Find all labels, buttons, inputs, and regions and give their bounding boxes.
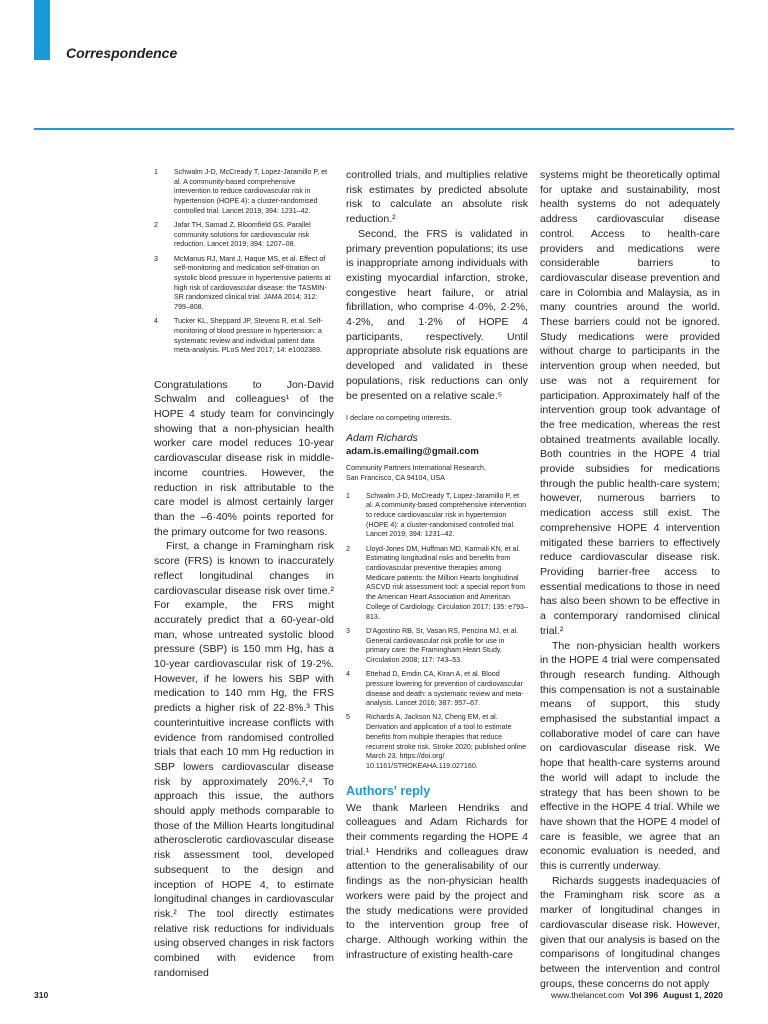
journal-footer	[551, 990, 723, 1000]
reference-item	[346, 545, 528, 623]
reference-number: 4	[154, 317, 158, 326]
reference-text: Ettehad D, Emdin CA, Kiran A, et al. Blood pressure lowering for prevention of cardiovascular disease and death: a systematic review and meta-analysis. Lancet 2016; 387: 957–67.	[366, 670, 524, 708]
reference-text: McManus RJ, Mant J, Haque MS, et al. Effect of self-monitoring and medication self-titration on systolic blood pressure in hypertensive patients at high risk of cardiovascular disease: the TASMIN-SR randomized clinical trial. JAMA 2014; 312: 799–808.	[174, 254, 331, 312]
reply-paragraph: Richards suggests inadequacies of the Framingham risk score as a marker of longitudinal changes in cardiovascular disease risk. However, given that our analysis is based on the comparisons of longitudinal changes between the intervention and control groups, these concerns do not apply	[540, 874, 720, 990]
letter-paragraph: Second, the FRS is validated in primary prevention populations; its use is inappropriate among individuals with existing myocardial infarction, stroke, congestive heart failure, or atrial fibrillation, who comprise 4·0%, 2·2%, 4·2%, and 1·2% of HOPE 4 participants, respectively. Until appropriate absolute risk equations are developed and validated in these populations, risk reductions can only be presented on a relative scale.⁵	[346, 227, 528, 402]
reference-number: 4	[346, 670, 350, 679]
reference-number: 1	[154, 168, 158, 176]
reference-list-1	[154, 168, 334, 356]
header-rule	[34, 128, 734, 130]
reference-number: 5	[346, 713, 350, 722]
reference-item	[346, 713, 528, 771]
reference-number: 3	[154, 254, 158, 263]
reference-number: 2	[346, 544, 350, 553]
reference-number: 3	[346, 626, 350, 635]
author-name: Adam Richards	[346, 432, 418, 445]
reference-item	[154, 168, 334, 217]
reference-number: 2	[154, 221, 158, 230]
reference-text: Tucker KL, Sheppard JP, Stevens R, et al. Self-monitoring of blood pressure in hypertension: a systematic review and individual patient data meta-analysis. PLoS Med 2017; 14: e1002389.	[174, 317, 323, 355]
reference-text: Schwalm J-D, McCready T, Lopez-Jaramillo P, et al. A community-based comprehensive intervention to reduce cardiovascular risk in hypertension (HOPE 4): a cluster-randomised controlled trial. Lancet 2019; 394: 1231–42.	[366, 491, 527, 539]
letter-paragraph: First, a change in Framingham risk score (FRS) is known to inaccurately reflect longitudinal changes in cardiovascular disease risk over time.² For example, the FRS might accurately predict that a 60-year-old man, whose untreated systolic blood pressure (SBP) is 150 mm Hg, has a 10-year cardiovascular risk of 19·2%. However, if he lowers his SBP with medication to 140 mm Hg, the FRS predicts a higher risk of 22·8%.³ This counterintuitive increase conflicts with evidence from randomised controlled trials that each 10 mm Hg reduction in SBP lowers cardiovascular disease risk by approximately 20%.²,⁴ To approach this issue, the authors should apply methods comparable to those of the Million Hearts longitudinal atherosclerotic cardiovascular disease risk assessment tool, developed subsequent to the design and inception of HOPE 4, to estimate longitudinal changes in cardiovascular risk.² The tool directly estimates relative risk reductions for individuals using observed changes in risk factors combined with evidence from randomised	[154, 540, 334, 979]
reference-text: D'Agostino RB, Sr, Vasan RS, Pencina MJ, et al. General cardiovascular risk profile for use in primary care: the Framingham Heart Study. Circulation 2008; 117: 743–53.	[366, 626, 519, 664]
affiliation-line: San Francisco, CA 94104, USA	[346, 473, 445, 482]
reference-item	[154, 255, 334, 313]
reference-item	[346, 627, 528, 666]
reference-list-2	[346, 492, 528, 772]
authors-reply-heading: Authors' reply	[346, 783, 431, 798]
reference-item	[154, 317, 334, 356]
author-affiliation	[346, 464, 528, 483]
page-number: 310	[34, 990, 49, 1000]
reference-number: 1	[346, 491, 350, 500]
reference-item	[154, 221, 334, 250]
letter-paragraph: controlled trials, and multiplies relative risk estimates by predicted absolute risk to calculate an absolute risk reduction.²	[346, 169, 528, 226]
reply-paragraph: systems might be theoretically optimal for uptake and sustainability, most health systems do not adequately address cardiovascular disease control. Access to health-care providers and medications were considerable barriers to cardiovascular disease prevention and care in Colombia and Malaysia, as in many countries around the world. These barriers could not be ignored. Study medications were provided without charge to participants in the intervention group when needed, but use was not a requirement for participation. Approximately half of the intervention group took advantage of the free medication, whereas the rest obtained treatments available locally. Both countries in the HOPE 4 trial provide subsidies for medications through the public health-care system; however, numerous barriers to medication access still exist. The comprehensive HOPE 4 intervention mitigated these barriers to effectively reduce cardiovascular disease risk. Providing barrier-free access to essential medications to those in need has also been shown to be effective in a contemporary randomised clinical trial.²	[540, 169, 720, 637]
section-label: Correspondence	[66, 45, 178, 61]
reference-item	[346, 492, 528, 541]
reference-text: Jafar TH, Samad Z, Bloomfield GS. Parallel community solutions for cardiovascular risk reduction. Lancet 2019; 394: 1207–08.	[174, 221, 311, 249]
journal-date: August 1, 2020	[662, 990, 723, 1000]
reference-text: Lloyd-Jones DM, Huffman MD, Karmali KN, et al. Estimating longitudinal risks and benefits from cardiovascular preventive therapies among Medicare patients: the Million Hearts longitudinal ASCVD risk assessment tool: a special report from the American Heart Association and American College of Cardiology. Circulation 2017; 135: e793–813.	[366, 544, 528, 621]
letter-paragraph: Congratulations to Jon-David Schwalm and colleagues¹ of the HOPE 4 study team for convincingly showing that a non-physician health worker care model reduces 10-year cardiovascular disease risk in middle-income countries. However, the reduction in risk attributable to the care model is almost certainly larger than the –6·40% points reported for the primary outcome for two reasons.	[154, 378, 334, 538]
section-accent-bar	[34, 0, 50, 60]
reference-text: Schwalm J-D, McCready T, Lopez-Jaramillo P, et al. A community-based comprehensive intervention to reduce cardiovascular risk in hypertension (HOPE 4): a cluster-randomised controlled trial. Lancet 2019; 394: 1231–42.	[174, 168, 328, 215]
column-3	[540, 168, 720, 991]
affiliation-line: Community Partners International Research,	[346, 464, 486, 473]
reference-text: Richards A, Jackson NJ, Cheng EM, et al. Derivation and application of a tool to estimate benefits from multiple therapies that reduce recurrent stroke risk. Stroke 2020; published online March 23. https://doi.org/ 10.1161/STROKEAHA.119.027160.	[366, 713, 527, 770]
reply-paragraph: We thank Marleen Hendriks and colleagues and Adam Richards for their comments regarding the HOPE 4 trial.¹ Hendriks and colleagues draw attention to the generalisability of our findings as the non-physician health workers were paid by the project and the study medications were provided to the intervention group free of charge. Although working within the infrastructure of existing health-care	[346, 801, 528, 961]
column-2	[346, 168, 528, 962]
journal-volume: Vol 396	[628, 990, 659, 1000]
reply-paragraph: The non-physician health workers in the HOPE 4 trial were compensated through research funding. Although this compensation is not a sustainable means of support, this study emphasised the substantial impact a collaborative model of care can have on cardiovascular disease risk. We hope that health-care systems around the world will adapt to include the strategy that has been shown to be effective in the HOPE 4 trial. While we have shown that the HOPE 4 model of care is feasible, we agree that an economic evaluation is needed, and this is currently underway.	[540, 639, 720, 873]
author-email: adam.is.emailing@gmail.com	[346, 446, 479, 458]
competing-interests: I declare no competing interests.	[346, 413, 452, 423]
reference-item	[346, 670, 528, 709]
journal-site: www.thelancet.com	[551, 990, 625, 1000]
column-1	[154, 168, 334, 980]
